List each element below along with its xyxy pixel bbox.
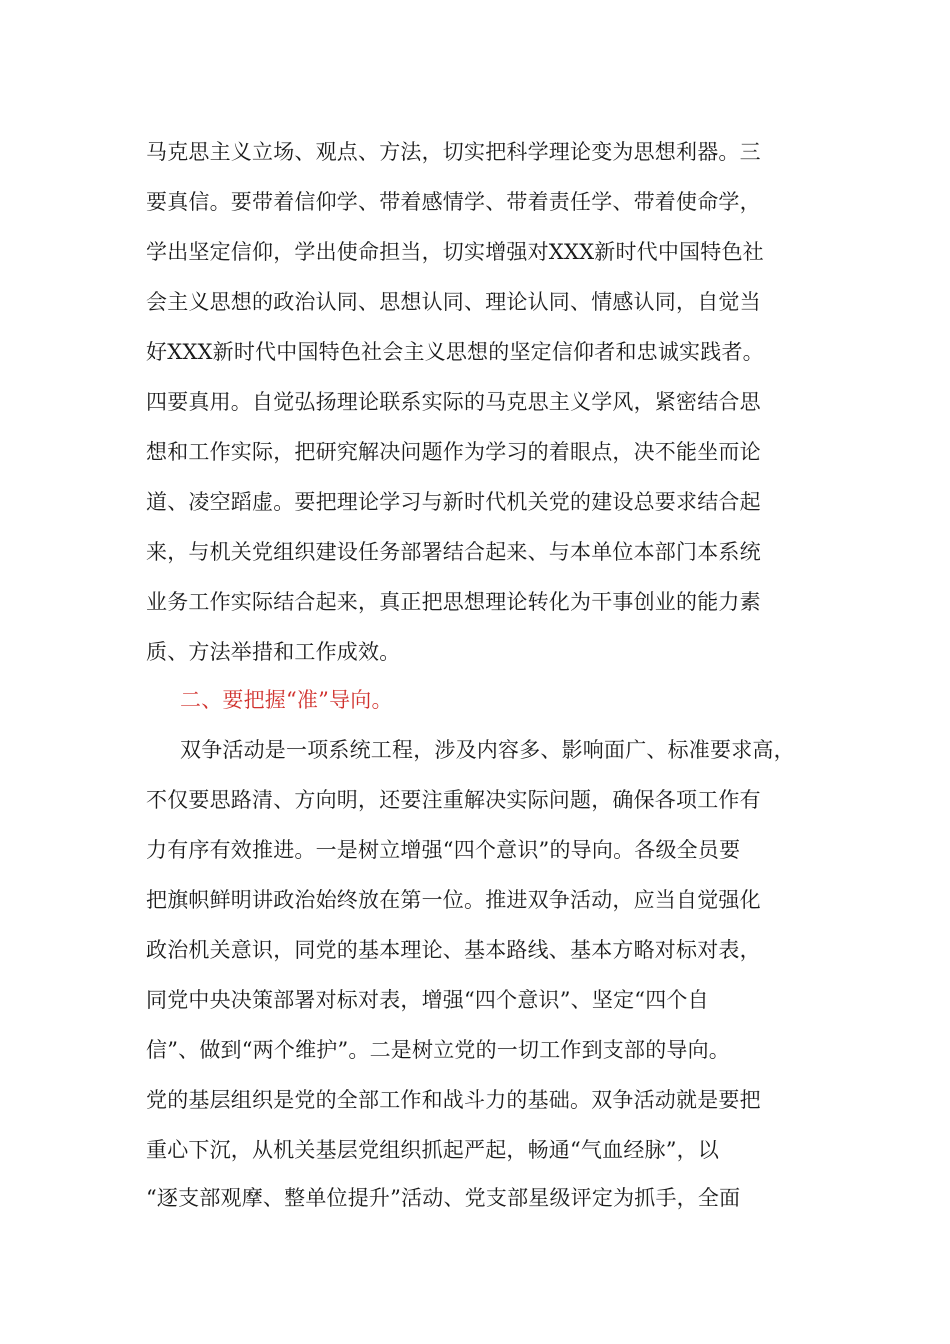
text-line: 好XXX新时代中国特色社会主义思想的坚定信仰者和忠诚实践者。 [146,340,764,364]
text-line: 道、凌空蹈虚。要把理论学习与新时代机关党的建设总要求结合起 [146,490,761,514]
text-line: 重心下沉，从机关基层党组织抓起严起，畅通“气血经脉”，以 [146,1138,720,1162]
text-line: 学出坚定信仰，学出使命担当，切实增强对XXX新时代中国特色社 [146,240,764,264]
text-line: 把旗帜鲜明讲政治始终放在第一位。推进双争活动，应当自觉强化 [146,888,761,912]
text-line: 业务工作实际结合起来，真正把思想理论转化为干事创业的能力素 [146,590,761,614]
text-line: 力有序有效推进。一是树立增强“四个意识”的导向。各级全员要 [146,838,741,862]
text-line: 要真信。要带着信仰学、带着感情学、带着责任学、带着使命学， [146,190,761,214]
text-line: 党的基层组织是党的全部工作和战斗力的基础。双争活动就是要把 [146,1088,761,1112]
text-line: 想和工作实际，把研究解决问题作为学习的着眼点，决不能坐而论 [146,440,761,464]
text-line: “逐支部观摩、整单位提升”活动、党支部星级评定为抓手，全面 [146,1186,741,1210]
text-line: 质、方法举措和工作成效。 [146,640,401,664]
text-line: 同党中央决策部署对标对表，增强“四个意识”、坚定“四个自 [146,988,709,1012]
text-line: 不仅要思路清、方向明，还要注重解决实际问题，确保各项工作有 [146,788,761,812]
text-line: 会主义思想的政治认同、思想认同、理论认同、情感认同，自觉当 [146,290,761,314]
text-line: 政治机关意识，同党的基本理论、基本路线、基本方略对标对表， [146,938,761,962]
text-line: 双争活动是一项系统工程，涉及内容多、影响面广、标准要求高， [180,738,795,762]
text-line: 信”、做到“两个维护”。二是树立党的一切工作到支部的导向。 [146,1038,731,1062]
text-line: 来，与机关党组织建设任务部署结合起来、与本单位本部门本系统 [146,540,761,564]
text-line: 马克思主义立场、观点、方法，切实把科学理论变为思想利器。三 [146,140,761,164]
section-heading: 二、要把握“准”导向。 [180,688,393,712]
text-line: 四要真用。自觉弘扬理论联系实际的马克思主义学风，紧密结合思 [146,390,761,414]
